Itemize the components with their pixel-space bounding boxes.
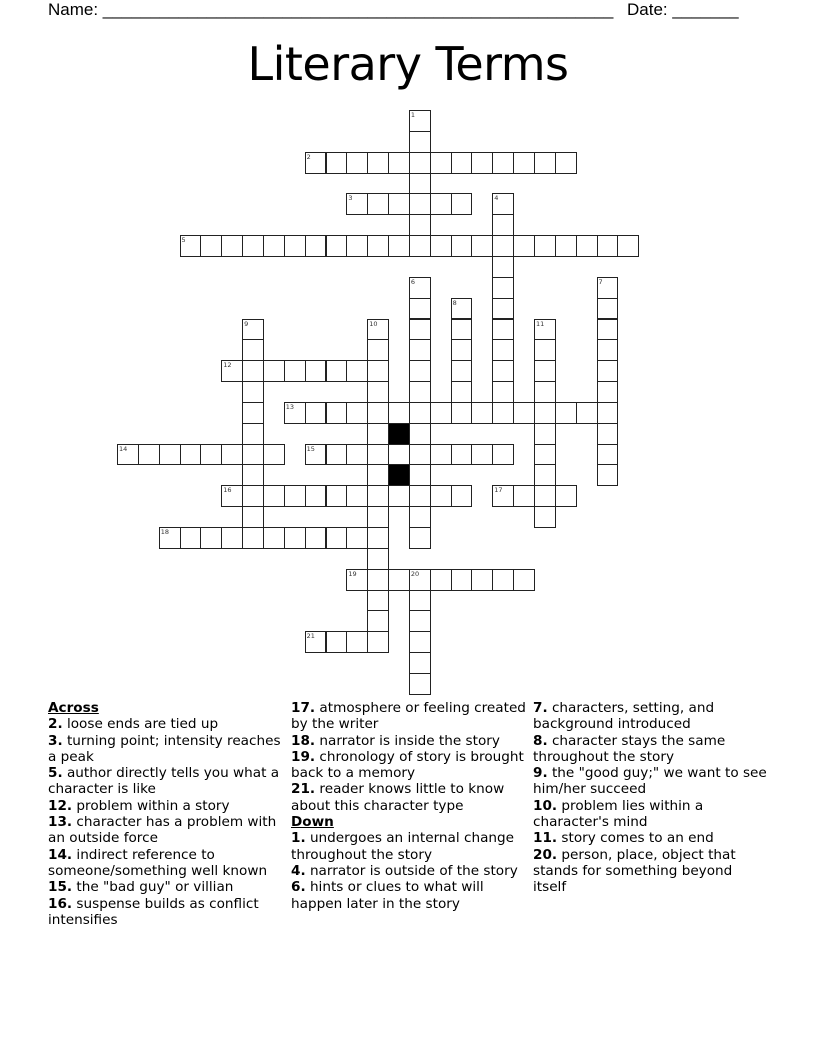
clue-text: turning point; intensity reaches a peak [48, 732, 281, 765]
grid-cell[interactable] [555, 235, 577, 257]
clue-number: 21. [291, 781, 316, 798]
clue-number: 10. [533, 797, 558, 814]
grid-cell[interactable] [180, 444, 202, 466]
clue-number-label: 2 [306, 152, 311, 161]
clue-number-label: 16 [223, 486, 232, 495]
clue-number-label: 14 [119, 444, 128, 453]
clue-number-label: 8 [452, 298, 457, 307]
grid-cell[interactable] [451, 485, 473, 507]
grid-cell[interactable] [409, 673, 431, 695]
grid-cell[interactable] [597, 464, 619, 486]
grid-cell[interactable] [534, 506, 556, 528]
clue-text: author directly tells you what a character is like [48, 765, 280, 798]
grid-cell[interactable] [492, 319, 514, 341]
grid-cell[interactable] [242, 235, 264, 257]
grid-cell[interactable] [492, 485, 514, 507]
clue-number-label: 18 [160, 528, 169, 536]
grid-cell[interactable] [326, 402, 348, 424]
grid-cell[interactable] [388, 485, 410, 507]
grid-cell[interactable] [346, 485, 368, 507]
grid-cell[interactable] [388, 152, 410, 174]
grid-cell[interactable] [597, 277, 619, 299]
clue-number-label: 21 [306, 632, 315, 641]
clue-number: 9. [533, 765, 548, 782]
grid-cell[interactable] [138, 444, 160, 466]
down-clue [533, 700, 769, 733]
grid-cell[interactable] [430, 402, 452, 424]
grid-cell[interactable] [367, 506, 389, 528]
grid-cell[interactable] [326, 360, 348, 382]
grid-cell[interactable] [576, 235, 598, 257]
grid-cell[interactable] [597, 319, 619, 341]
grid-cell[interactable] [242, 423, 264, 445]
grid-cell[interactable] [451, 152, 473, 174]
clue-number-label: 20 [410, 569, 420, 578]
grid-cell[interactable] [388, 569, 410, 591]
grid-cell[interactable] [492, 360, 514, 382]
grid-cell[interactable] [242, 381, 264, 403]
clue-number-label: 7 [598, 277, 603, 286]
grid-cell[interactable] [159, 527, 181, 549]
grid-cell[interactable] [492, 444, 514, 466]
grid-cell[interactable] [492, 235, 514, 257]
clue-number: 18. [291, 732, 316, 749]
across-clue [48, 896, 284, 929]
grid-cell[interactable] [242, 402, 264, 424]
across-clue [291, 781, 527, 814]
clue-number-label: 12 [223, 361, 232, 370]
grid-cell[interactable] [367, 319, 389, 341]
clue-number-label: 5 [181, 236, 186, 245]
grid-cell[interactable] [180, 527, 202, 549]
grid-cell[interactable] [221, 527, 243, 549]
clue-text: atmosphere or feeling created by the writer [291, 700, 526, 733]
grid-cell[interactable] [451, 381, 473, 403]
clue-number-label: 13 [285, 402, 295, 411]
grid-cell[interactable] [597, 360, 619, 382]
clue-text: hints or clues to what will happen later in the story [291, 879, 484, 912]
clues-column-1 [48, 700, 284, 928]
across-clue [291, 700, 527, 733]
grid-cell[interactable] [492, 214, 514, 236]
across-clue [48, 814, 284, 847]
grid-cell[interactable] [263, 444, 285, 466]
grid-cell[interactable] [451, 193, 473, 215]
grid-cell[interactable] [284, 527, 306, 549]
grid-cell[interactable] [367, 590, 389, 612]
grid-cell[interactable] [451, 569, 473, 591]
grid-cell[interactable] [117, 444, 139, 466]
grid-cell[interactable] [409, 277, 431, 299]
down-clue [291, 879, 527, 912]
grid-cell[interactable] [555, 152, 577, 174]
grid-cell[interactable] [409, 464, 431, 486]
clue-number-label: 6 [410, 277, 416, 286]
grid-cell[interactable] [221, 235, 243, 257]
grid-cell[interactable] [346, 569, 368, 591]
grid-cell[interactable] [409, 402, 431, 424]
grid-cell[interactable] [305, 152, 327, 174]
grid-cell[interactable] [346, 360, 368, 382]
grid-cell[interactable] [597, 235, 619, 257]
grid-cell[interactable] [409, 652, 431, 674]
grid-cell[interactable] [346, 631, 368, 653]
grid-cell[interactable] [409, 298, 431, 320]
clue-number: 6. [291, 879, 306, 896]
grid-cell[interactable] [346, 402, 368, 424]
grid-cell[interactable] [305, 235, 327, 257]
grid-cell[interactable] [367, 548, 389, 570]
grid-cell[interactable] [326, 235, 348, 257]
clue-text: narrator is inside the story [315, 732, 500, 749]
grid-cell[interactable] [305, 360, 327, 382]
grid-cell[interactable] [346, 444, 368, 466]
clue-number: 11. [533, 830, 558, 847]
clue-number-label: 4 [494, 194, 499, 203]
grid-cell[interactable] [409, 214, 431, 236]
grid-cell[interactable] [367, 339, 389, 361]
across-clue [48, 798, 284, 814]
grid-cell[interactable] [534, 423, 556, 445]
grid-cell[interactable] [471, 402, 493, 424]
clue-number: 14. [48, 846, 73, 863]
grid-cell[interactable] [284, 402, 306, 424]
across-clue [48, 879, 284, 895]
grid-cell[interactable] [513, 402, 535, 424]
grid-cell[interactable] [534, 402, 556, 424]
grid-cell[interactable] [242, 339, 264, 361]
clue-number: 1. [291, 830, 306, 847]
clue-text: character stays the same throughout the story [533, 732, 726, 765]
date-field-label: Date: _______ [627, 0, 739, 19]
grid-cell[interactable] [471, 444, 493, 466]
grid-cell[interactable] [492, 339, 514, 361]
grid-cell[interactable] [451, 319, 473, 341]
grid-cell[interactable] [326, 527, 348, 549]
grid-cell[interactable] [221, 360, 243, 382]
clue-text: character has a problem with an outside force [48, 814, 277, 847]
grid-cell[interactable] [242, 464, 264, 486]
grid-cell[interactable] [555, 485, 577, 507]
grid-cell[interactable] [430, 444, 452, 466]
grid-cell[interactable] [451, 402, 473, 424]
clues-column-2 [291, 700, 527, 912]
clue-number: 2. [48, 716, 63, 733]
grid-cell[interactable] [576, 402, 598, 424]
grid-cell[interactable] [597, 444, 619, 466]
grid-cell[interactable] [534, 485, 556, 507]
grid-cell[interactable] [451, 360, 473, 382]
down-clue [533, 830, 769, 846]
block-cell [388, 464, 410, 486]
grid-cell[interactable] [263, 235, 285, 257]
grid-cell[interactable] [513, 569, 535, 591]
grid-cell[interactable] [221, 444, 243, 466]
block-cell [388, 423, 410, 445]
grid-cell[interactable] [492, 298, 514, 320]
grid-cell[interactable] [284, 360, 306, 382]
grid-cell[interactable] [388, 402, 410, 424]
across-heading: Across [48, 700, 99, 716]
down-clue [291, 863, 527, 879]
grid-cell[interactable] [513, 152, 535, 174]
grid-cell[interactable] [409, 131, 431, 153]
grid-cell[interactable] [513, 235, 535, 257]
grid-cell[interactable] [346, 235, 368, 257]
grid-cell[interactable] [451, 444, 473, 466]
grid-cell[interactable] [471, 569, 493, 591]
grid-cell[interactable] [326, 631, 348, 653]
grid-cell[interactable] [159, 444, 181, 466]
clue-text: undergoes an internal change throughout the story [291, 830, 515, 863]
grid-cell[interactable] [430, 235, 452, 257]
grid-cell[interactable] [451, 235, 473, 257]
grid-cell[interactable] [367, 527, 389, 549]
grid-cell[interactable] [534, 339, 556, 361]
clue-text: narrator is outside of the story [305, 862, 518, 879]
clue-number: 7. [533, 700, 548, 716]
clue-number: 8. [533, 732, 548, 749]
grid-cell[interactable] [534, 464, 556, 486]
grid-cell[interactable] [597, 402, 619, 424]
grid-cell[interactable] [326, 152, 348, 174]
grid-cell[interactable] [263, 360, 285, 382]
grid-cell[interactable] [388, 444, 410, 466]
grid-cell[interactable] [367, 444, 389, 466]
grid-cell[interactable] [367, 464, 389, 486]
grid-cell[interactable] [305, 527, 327, 549]
grid-cell[interactable] [409, 360, 431, 382]
grid-cell[interactable] [305, 444, 327, 466]
grid-cell[interactable] [200, 444, 222, 466]
clue-number-label: 9 [244, 319, 249, 328]
grid-cell[interactable] [534, 381, 556, 403]
clue-number-label: 10 [369, 319, 378, 328]
grid-cell[interactable] [534, 444, 556, 466]
grid-cell[interactable] [409, 590, 431, 612]
clue-number: 20. [533, 846, 558, 863]
down-clue [533, 798, 769, 831]
clue-number: 5. [48, 765, 63, 782]
grid-cell[interactable] [471, 235, 493, 257]
grid-cell[interactable] [388, 235, 410, 257]
grid-cell[interactable] [409, 569, 431, 591]
grid-cell[interactable] [367, 381, 389, 403]
grid-cell[interactable] [430, 193, 452, 215]
grid-cell[interactable] [242, 506, 264, 528]
clue-text: indirect reference to someone/something well known [48, 846, 268, 879]
grid-cell[interactable] [492, 569, 514, 591]
grid-cell[interactable] [409, 235, 431, 257]
grid-cell[interactable] [409, 527, 431, 549]
grid-cell[interactable] [346, 193, 368, 215]
clues-column-3 [533, 700, 769, 896]
grid-cell[interactable] [263, 527, 285, 549]
grid-cell[interactable] [305, 402, 327, 424]
grid-cell[interactable] [367, 569, 389, 591]
grid-cell[interactable] [326, 485, 348, 507]
grid-cell[interactable] [451, 339, 473, 361]
grid-cell[interactable] [409, 193, 431, 215]
clue-text: problem within a story [72, 797, 230, 814]
clue-text: reader knows little to know about this character type [291, 781, 505, 814]
across-clue [48, 847, 284, 880]
across-clue [291, 749, 527, 782]
grid-cell[interactable] [430, 485, 452, 507]
grid-cell[interactable] [284, 235, 306, 257]
grid-cell[interactable] [430, 569, 452, 591]
down-clue [533, 847, 769, 896]
clue-text: the "good guy;" we want to see him/her succeed [533, 765, 767, 798]
grid-cell[interactable] [367, 610, 389, 632]
grid-cell[interactable] [409, 506, 431, 528]
clue-text: problem lies within a character's mind [533, 797, 704, 831]
across-clue [48, 716, 284, 732]
clue-number: 3. [48, 732, 63, 749]
grid-cell[interactable] [367, 152, 389, 174]
across-clue [291, 733, 527, 749]
grid-cell[interactable] [367, 360, 389, 382]
grid-cell[interactable] [367, 485, 389, 507]
grid-cell[interactable] [492, 152, 514, 174]
grid-cell[interactable] [221, 485, 243, 507]
grid-cell[interactable] [409, 423, 431, 445]
clue-text: characters, setting, and background introduced [533, 700, 715, 733]
clue-number: 13. [48, 814, 73, 831]
grid-cell[interactable] [492, 402, 514, 424]
down-heading: Down [291, 814, 334, 831]
grid-cell[interactable] [242, 527, 264, 549]
clue-number-label: 11 [536, 319, 545, 328]
grid-cell[interactable] [200, 235, 222, 257]
clue-number-label: 3 [348, 194, 353, 203]
clue-number: 16. [48, 895, 73, 912]
clue-number: 4. [291, 862, 306, 879]
grid-cell[interactable] [492, 256, 514, 278]
grid-cell[interactable] [305, 485, 327, 507]
grid-cell[interactable] [492, 277, 514, 299]
clue-number-label: 19 [348, 569, 357, 578]
clue-number: 19. [291, 748, 316, 765]
grid-cell[interactable] [242, 360, 264, 382]
grid-cell[interactable] [409, 319, 431, 341]
clue-text: story comes to an end [557, 830, 714, 847]
clue-text: the "bad guy" or villian [72, 879, 234, 896]
grid-cell[interactable] [492, 381, 514, 403]
down-clue [533, 733, 769, 766]
grid-cell[interactable] [597, 339, 619, 361]
clue-number: 12. [48, 797, 73, 814]
grid-cell[interactable] [388, 193, 410, 215]
clue-number: 17. [291, 700, 316, 716]
down-clue [291, 830, 527, 863]
grid-cell[interactable] [409, 152, 431, 174]
grid-cell[interactable] [409, 110, 431, 132]
grid-cell[interactable] [534, 360, 556, 382]
grid-cell[interactable] [367, 423, 389, 445]
grid-cell[interactable] [555, 402, 577, 424]
grid-cell[interactable] [597, 381, 619, 403]
grid-cell[interactable] [597, 298, 619, 320]
grid-cell[interactable] [180, 235, 202, 257]
grid-cell[interactable] [451, 298, 473, 320]
clue-text: suspense builds as conflict intensifies [48, 895, 259, 928]
grid-cell[interactable] [367, 235, 389, 257]
clue-text: loose ends are tied up [62, 716, 219, 733]
name-field-label: Name: ______________________________________________________ [48, 0, 614, 19]
grid-cell[interactable] [409, 339, 431, 361]
grid-cell[interactable] [513, 485, 535, 507]
grid-cell[interactable] [534, 152, 556, 174]
grid-cell[interactable] [409, 610, 431, 632]
grid-cell[interactable] [326, 444, 348, 466]
grid-cell[interactable] [346, 152, 368, 174]
grid-cell[interactable] [409, 173, 431, 195]
grid-cell[interactable] [242, 444, 264, 466]
grid-cell[interactable] [534, 319, 556, 341]
across-clue [48, 765, 284, 798]
grid-cell[interactable] [284, 485, 306, 507]
clue-number-label: 17 [494, 486, 503, 495]
grid-cell[interactable] [305, 631, 327, 653]
clue-text: person, place, object that stands for something beyond itself [533, 846, 736, 896]
grid-cell[interactable] [430, 152, 452, 174]
across-clue [48, 733, 284, 766]
grid-cell[interactable] [617, 235, 639, 257]
grid-cell[interactable] [263, 485, 285, 507]
clue-number-label: 15 [306, 444, 315, 453]
clue-number: 15. [48, 879, 73, 896]
grid-cell[interactable] [471, 152, 493, 174]
grid-cell[interactable] [367, 402, 389, 424]
grid-cell[interactable] [242, 319, 264, 341]
grid-cell[interactable] [367, 631, 389, 653]
grid-cell[interactable] [597, 423, 619, 445]
clue-text: chronology of story is brought back to a memory [291, 748, 524, 782]
grid-cell[interactable] [409, 381, 431, 403]
grid-cell[interactable] [367, 193, 389, 215]
grid-cell[interactable] [242, 485, 264, 507]
grid-cell[interactable] [409, 485, 431, 507]
clue-number-label: 1 [410, 111, 416, 119]
grid-cell[interactable] [492, 193, 514, 215]
down-clue [533, 765, 769, 798]
grid-cell[interactable] [346, 527, 368, 549]
grid-cell[interactable] [409, 631, 431, 653]
grid-cell[interactable] [200, 527, 222, 549]
page-title: Literary Terms [247, 37, 569, 91]
grid-cell[interactable] [534, 235, 556, 257]
grid-cell[interactable] [409, 444, 431, 466]
